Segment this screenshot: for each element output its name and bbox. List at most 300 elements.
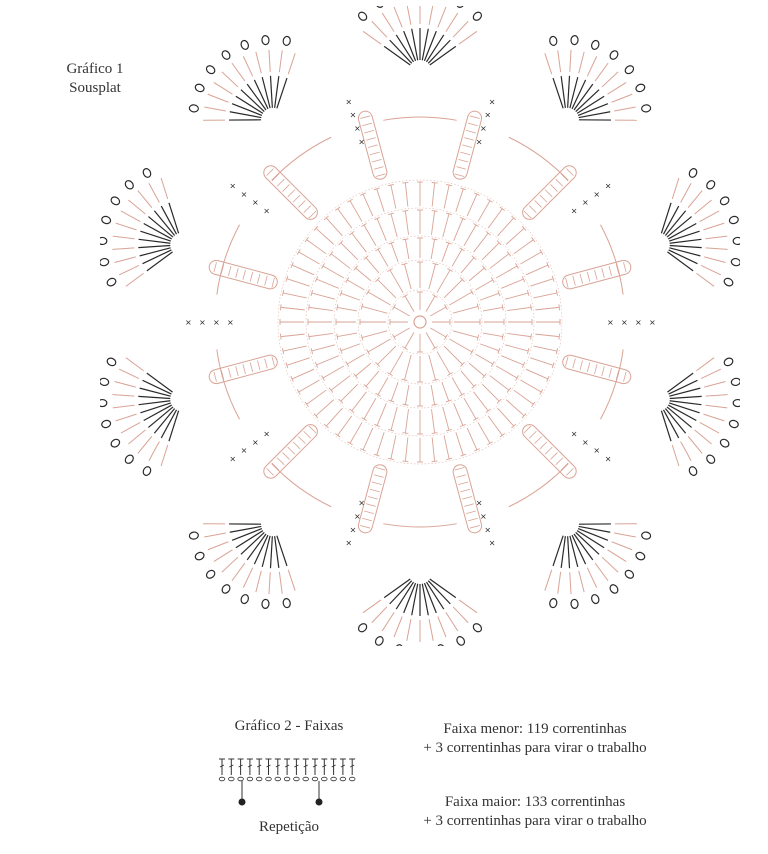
fan-outer-stitch [116,223,137,230]
stitch [449,292,472,305]
fan-outer-stitch [705,405,727,408]
fan-outer-stitch [570,50,571,72]
stitch [530,358,553,365]
stitch [405,296,414,312]
picot [124,179,135,190]
fan-stitch [270,536,272,568]
fan-stitch [138,396,170,398]
stitch-top [402,461,408,462]
picot [719,195,730,206]
stitch [483,333,503,336]
fan-outer-stitch [545,53,552,74]
spoke-stitch [556,458,563,465]
stitch-top [402,295,407,298]
stitch [405,332,414,348]
spoke-stitch [277,458,284,465]
picot [723,277,734,287]
stitch [377,189,384,212]
stitch-top [540,389,543,394]
fan-outer-stitch [126,273,144,286]
fan-outer-stitch [695,430,712,444]
stitch [281,307,305,310]
stitch-top [388,184,394,185]
fan-outer-stitch [138,436,152,453]
stitch [281,334,305,337]
sc-mark: × [251,437,259,447]
picot [205,569,216,580]
band-chain [256,777,262,781]
picot [705,179,716,190]
picot [101,419,112,428]
picot [205,64,216,75]
spoke-stitch [468,518,478,521]
stitch [341,243,358,260]
fan-outer-stitch [688,191,702,208]
fan-stitch [579,526,610,532]
stitch [404,355,411,380]
stitch [356,363,371,376]
fan-stitch [667,252,693,271]
stitch [498,218,514,236]
spoke-stitch [250,272,253,282]
band-chain [275,777,281,781]
stitch [378,346,396,364]
stitch [526,265,548,275]
spoke-stitch [455,468,465,471]
picot [262,35,270,45]
spoke-stitch [360,525,370,528]
stitch [444,185,449,208]
fan-outer-stitch [112,395,134,396]
stitch [431,211,434,235]
fan-stitch [138,246,170,248]
petal-arc [217,225,240,295]
stitch [507,333,531,336]
sc-mark: × [475,498,483,508]
stitch-top [447,269,452,272]
spoke-stitch [243,364,246,374]
sc-mark: × [488,538,496,548]
spoke-stitch [573,358,576,368]
fan-stitch [230,112,261,118]
spoke-stitch [236,366,239,376]
fan-outer-stitch [116,414,137,421]
stitch-top [432,211,438,212]
stitch-top [446,458,452,459]
stitch [323,266,344,278]
stitch [469,363,484,376]
sc-mark: × [582,198,589,208]
fan-outer-stitch [696,358,714,371]
spoke-stitch [364,130,374,133]
petal-arc [272,464,331,507]
stitch-top [473,417,478,420]
picot [590,594,600,605]
sc-mark: × [358,498,365,508]
fan-outer-stitch [429,619,433,641]
spoke-stitch [456,167,466,170]
fan-outer-stitch [288,53,295,74]
fan-outer-stitch [128,200,145,214]
stitch [391,214,397,237]
spoke-stitch [214,262,217,272]
stitch [442,243,449,262]
spoke-stitch [250,362,253,372]
spoke-stitch [288,190,295,197]
picot [110,438,121,449]
spoke-stitch [366,138,376,141]
picot [357,622,368,633]
fan-stitch [140,248,171,256]
stitch-top [446,184,452,185]
band-chain [331,777,337,781]
fan-stitch [430,579,456,598]
spoke-stitch [587,272,590,282]
picot [472,622,483,633]
fan-outer-stitch [138,191,152,208]
picot [608,583,619,594]
fan-outer-stitch [429,6,433,25]
stitch [283,293,306,298]
picot [571,599,579,609]
sc-mark: × [570,429,578,439]
chart1-subtitle-text: Sousplat [69,80,121,96]
stitch [478,201,490,222]
notes-large-band [385,793,685,831]
fan-outer-stitch [453,607,468,623]
stitch [368,292,391,305]
stitch-top [556,348,557,354]
spoke-stitch [550,184,557,191]
picot [549,598,557,608]
sc-mark: × [240,446,248,456]
picot [100,399,107,406]
chart1-title-text: Gráfico 1 [66,61,124,77]
fan-outer-stitch [579,571,584,592]
stitch [405,211,408,235]
stitch-top [309,304,310,310]
stitch [356,268,371,281]
stitch [323,366,344,378]
sc-mark: × [604,181,612,191]
stitch-top [402,239,408,240]
fan-outer-stitch [570,572,571,594]
sc-mark: × [607,318,614,327]
stitch [292,265,314,275]
sc-mark: × [349,110,357,120]
fan-outer-stitch [608,82,627,94]
stitch [444,435,449,458]
stitch [350,201,362,222]
fan-outer-stitch [681,183,691,202]
fan-stitch [665,211,685,236]
picot [189,532,199,540]
stitch [326,218,342,236]
fan-outer-stitch [558,572,561,594]
picot [437,644,446,646]
spoke-stitch [595,270,598,280]
spoke-stitch [376,174,386,177]
picot [728,419,739,428]
stitch-top [337,334,338,340]
stitch-top [393,304,396,309]
stitch [352,233,367,252]
stitch [366,258,379,273]
fan-outer-stitch [688,436,702,453]
stitch [317,279,339,288]
fan-outer-stitch [704,257,725,263]
stitch-top [491,277,494,282]
spoke-stitch [602,366,605,376]
stitch [437,270,450,293]
stitch [292,369,314,379]
stitch-top [402,404,408,405]
stitch-top [402,182,408,183]
fan-outer-stitch [706,395,728,396]
stitch [307,240,326,254]
fan-outer-stitch [453,21,468,37]
stitch-top [459,248,464,251]
petal-arc [217,349,240,419]
stitch [501,279,523,288]
stitch [506,400,524,416]
fan-stitch [669,380,698,394]
fan-stitch [669,388,700,396]
stitch [533,293,556,298]
stitch [449,339,472,352]
fan-outer-stitch [256,52,261,73]
fan-outer-stitch [595,563,608,581]
picot [394,644,403,646]
sc-mark: × [349,525,357,535]
stitch-top [559,304,560,310]
fan-stitch [665,409,685,434]
fan-stitch [430,46,456,65]
spoke-stitch [257,274,260,284]
stitch-top [329,388,333,393]
picot [731,258,740,267]
stitch [461,371,474,386]
stitch [526,369,548,379]
spoke-stitch [293,442,300,449]
stitch-top [500,207,505,211]
band-chain [284,777,290,781]
stitch [505,293,528,299]
stitch [362,331,387,338]
band-chain [229,777,235,781]
stitch [535,334,559,337]
fan-outer-stitch [288,570,295,591]
sc-mark: × [345,97,353,107]
picot [635,83,646,93]
spoke-stitch [455,174,465,177]
picot [100,377,109,386]
picot [106,277,117,287]
fan-outer-stitch [595,63,608,81]
stitch [535,307,559,310]
stitch [377,432,384,455]
stitch [426,332,435,348]
stitch [454,219,463,241]
fan-stitch [262,536,270,567]
picot [357,11,368,22]
fan-outer-stitch [214,550,233,562]
picot [194,83,205,93]
stitch [453,331,478,338]
fan-outer-stitch [243,56,252,76]
notes-large-line2: + 3 correntinhas para virar o trabalho [423,813,647,829]
stitch [316,400,334,416]
center-ring [414,316,426,328]
stitch [405,409,408,433]
sc-mark: × [593,446,601,456]
spoke-stitch [595,364,598,374]
picot [688,465,698,476]
spoke-stitch [580,360,583,370]
picot [142,465,152,476]
stitch [378,377,388,394]
spoke-stitch [566,169,573,176]
picot [624,64,635,75]
spoke-stitch [587,362,590,372]
petal-arc [600,349,623,419]
stitch [464,225,476,246]
fan-outer-stitch [407,6,411,25]
fan-outer-stitch [119,369,139,378]
fan-outer-stitch [701,369,721,378]
sc-mark: × [484,110,492,120]
stitch [437,351,450,374]
picot [189,104,199,112]
fan-stitch [384,579,410,598]
stitch [498,408,514,426]
fan-outer-stitch [232,63,245,81]
petal-arc [272,137,331,180]
notes-small-line2: + 3 correntinhas para virar o trabalho [423,740,647,756]
spoke-stitch [466,130,476,133]
fan-outer-stitch [446,13,458,32]
spoke-stitch [370,152,380,155]
stitch-top [432,461,438,462]
stitch [338,416,352,435]
stitch [488,416,502,435]
picot [283,36,291,46]
repeat-marker-dot [239,799,246,806]
fan-outer-stitch [382,13,394,32]
stitch-top [559,334,560,340]
spoke-stitch [374,475,384,478]
stitch-top [393,334,396,339]
stitch [496,266,517,278]
stitch [391,435,396,458]
stitch-top [507,251,511,256]
picot [549,36,557,46]
stitch-top [349,231,354,235]
fan-outer-stitch [672,178,679,199]
spoke-stitch [566,468,573,475]
stitch [456,189,463,212]
stitch-top [305,402,309,407]
stitch [490,254,509,269]
crochet-doily-diagram [100,6,740,646]
stitch-top [361,417,366,420]
petal-arc [383,117,456,120]
stitch-top [335,207,340,211]
stitch [377,219,386,241]
fan-stitch [669,250,698,264]
spoke-stitch [304,431,311,438]
fan-stitch [574,84,593,110]
stitch-top [346,361,349,366]
stitch-top [322,263,325,268]
fan-outer-stitch [149,183,159,202]
spoke-stitch [288,447,295,454]
fan-stitch [667,373,693,392]
spoke-stitch [580,274,583,284]
spoke-stitch [540,442,547,449]
picot [719,438,730,449]
stitch-top [329,251,333,256]
picot [641,532,651,540]
stitch-top [367,349,370,354]
fan-outer-stitch [602,72,618,87]
sc-mark: × [480,123,487,133]
stitch [338,209,352,228]
stitch-top [432,433,438,434]
spoke-stitch [370,489,380,492]
spoke-stitch [298,437,305,444]
spoke-stitch [304,206,311,213]
picot [608,49,619,60]
fan-outer-stitch [438,7,446,27]
fan-stitch [247,84,266,110]
stitch [452,377,462,394]
fan-outer-stitch [701,265,721,274]
spoke-stitch [464,138,474,141]
stitch [533,346,556,351]
sc-mark: × [227,318,234,327]
spoke-stitch [298,200,305,207]
fan-outer-stitch [256,571,261,592]
fan-outer-stitch [208,94,228,102]
fan-stitch [422,584,428,615]
stitch [317,356,339,365]
stitch-top [432,182,438,183]
spoke-stitch [272,357,275,367]
stitch [347,280,364,290]
spoke-stitch [267,468,274,475]
picot [731,377,740,386]
stitch [312,293,335,299]
stitch [347,354,364,364]
band-chain [322,777,328,781]
stitch [505,345,528,351]
stitch [362,306,387,313]
chart2-title: Gráfico 2 - Faixas [234,718,344,734]
stitch [326,408,342,426]
fan-outer-stitch [703,223,724,230]
spoke-stitch [272,278,275,288]
stitch-top [531,304,532,310]
spoke-stitch [257,360,260,370]
band-chain [266,777,272,781]
stitch-top [507,388,511,393]
fan-outer-stitch [608,550,627,562]
picot [635,551,646,561]
sc-mark: × [345,538,353,548]
stitch [391,407,397,430]
fan-outer-stitch [222,72,238,87]
